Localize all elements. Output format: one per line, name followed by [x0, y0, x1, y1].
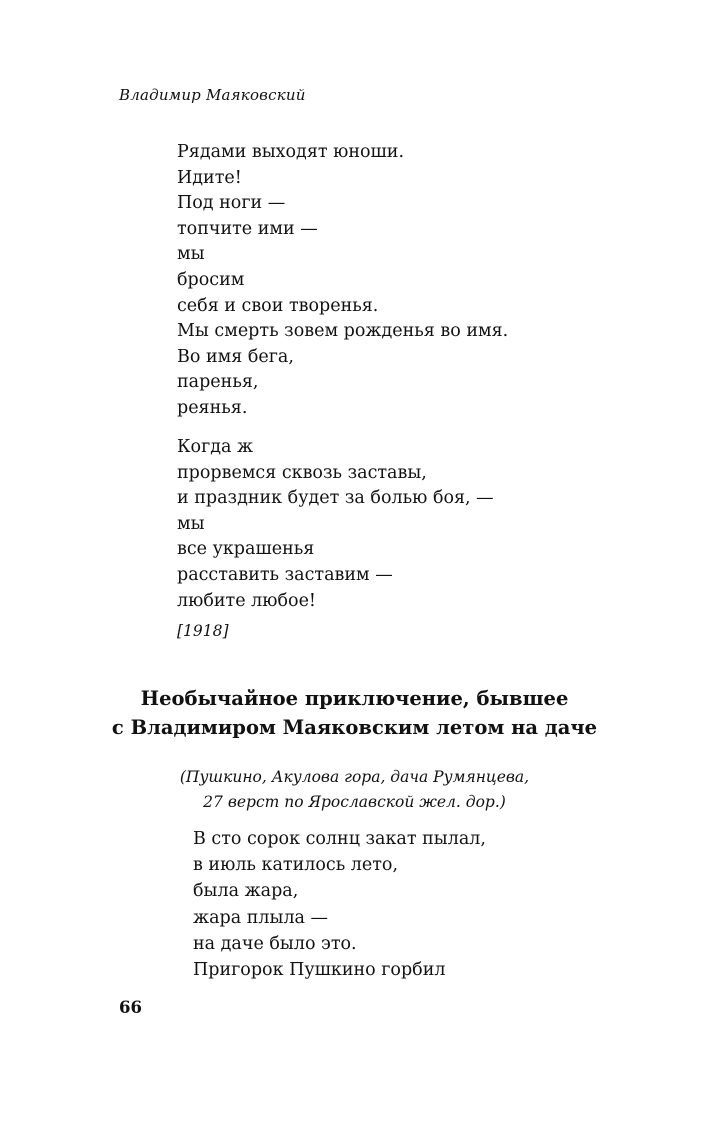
poem-subtitle-line: (Пушкино, Акулова гора, дача Румянцева, [179, 768, 530, 786]
poem-line: жара плыла — [193, 907, 329, 928]
poem-date: [1918] [177, 622, 229, 640]
poem-title [0, 684, 709, 742]
poem-line: Под ноги — [177, 193, 286, 214]
stanza-1 [177, 140, 508, 422]
poem-line: мы [177, 513, 205, 534]
poem-line: себя и свои творенья. [177, 295, 379, 316]
poem-line: В сто сорок солнц закат пылал, [193, 829, 486, 849]
running-head: Владимир Маяковский [119, 86, 306, 104]
page-number: 66 [119, 998, 142, 1017]
poem-line: любите любое! [177, 590, 316, 611]
poem-line: Идите! [177, 167, 242, 188]
poem-line: мы [177, 244, 205, 265]
poem-line: в июль катилось лето, [193, 855, 399, 876]
poem-subtitle-line: 27 верст по Ярославской жел. дор.) [203, 793, 506, 811]
stanza-2 [177, 435, 494, 614]
poem-subtitle [0, 765, 709, 815]
poem-line: прорвемся сквозь заставы, [177, 462, 427, 483]
poem-line: Мы смерть зовем рожденья во имя. [177, 321, 509, 342]
poem-line: все украшенья [177, 539, 315, 560]
poem-line: была жара, [193, 881, 299, 902]
poem-line: Рядами выходят юноши. [177, 142, 405, 162]
poem-line: топчите ими — [177, 218, 318, 239]
poem-line: на даче было это. [193, 933, 357, 954]
poem-line: паренья, [177, 372, 259, 393]
poem-line: Во имя бега, [177, 346, 294, 367]
poem-title-line: с Владимиром Маяковским летом на даче [111, 716, 598, 739]
stanza-3 [193, 826, 486, 983]
poem-title-line: Необычайное приключение, бывшее [140, 687, 569, 710]
poem-line: Пригорок Пушкино горбил [193, 960, 446, 981]
poem-line: Когда ж [177, 437, 254, 457]
poem-line: бросим [177, 269, 245, 290]
poem-line: и праздник будет за болью боя, — [177, 488, 494, 509]
poem-line: реянья. [177, 397, 248, 418]
poem-line: расставить заставим — [177, 564, 393, 585]
